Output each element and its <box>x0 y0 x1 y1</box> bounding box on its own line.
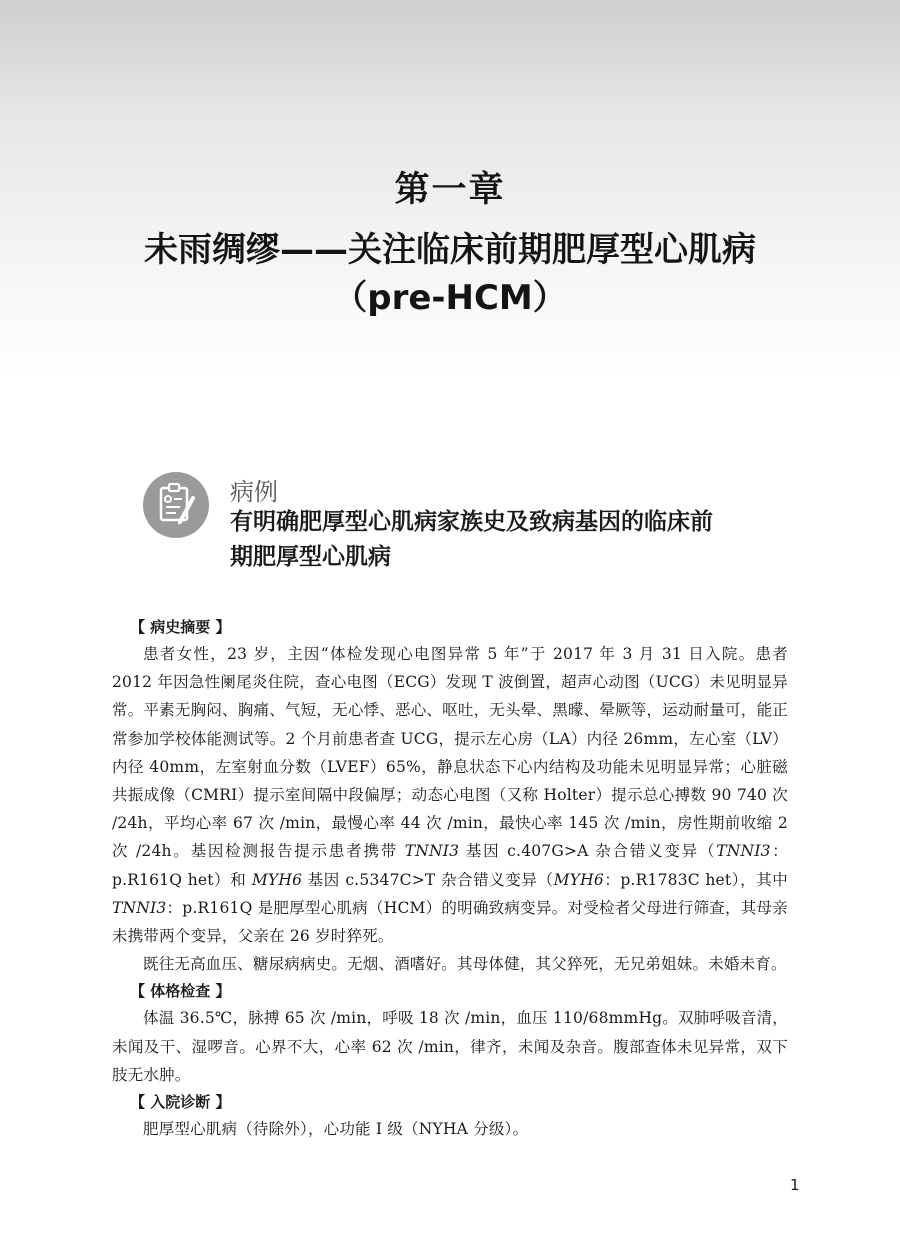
diagnosis-heading: 【 入院诊断 】 <box>130 1093 231 1112</box>
chapter-title-line-1: 未雨绸缪——关注临床前期肥厚型心肌病 <box>144 230 756 270</box>
case-title <box>230 505 820 575</box>
gene-name: MYH6 <box>251 870 303 889</box>
case-label: 病例 <box>230 478 278 506</box>
gene-name: TNNI3 <box>112 898 167 917</box>
history-paragraph-1: 患者女性，23 岁，主因“体检发现心电图异常 5 年”于 2017 年 3 月 31 日入院。患者 2012 年因急性阑尾炎住院，查心电图（ECG）发现 T 波倒置，超声心动图（UCG）未见明显异常。平素无胸闷、胸痛、气短，无心悸、恶心、呕吐，无头晕、黑曚、晕厥等，运动耐量可，能正常参加学校体能测试等。2 个月前患者查 UCG，提示左心房（LA）内径 26mm，左心室（LV）内径 40mm，左室射血分数（LVEF）65%，静息状态下心内结构及功能未见明显异常；心脏磁共振成像（CMRI）提示室间隔中段偏厚；动态心电图（又称 Holter）提示总心搏数 90 740 次 /24h，平均心率 67 次 /min，最慢心率 44 次 /min，最快心率 145 次 /min，房性期前收缩 2 次 /24h。基因检测报告提示患者携带 TNNI3 基因 c.407G>A 杂合错义变异（TNNI3：p.R161Q het）和 MYH6 基因 c.5347C>T 杂合错义变异（MYH6：p.R1783C het），其中 TNNI3：p.R161Q 是肥厚型心肌病（HCM）的明确致病变异。对受检者父母进行筛查，其母亲未携带两个变异，父亲在 26 岁时猝死。 <box>112 645 788 946</box>
case-title-line-2: 期肥厚型心肌病 <box>230 544 391 570</box>
gene-name: TNNI3 <box>404 842 460 861</box>
gene-name: TNNI3 <box>716 842 771 861</box>
history-heading: 【 病史摘要 】 <box>130 618 231 636</box>
exam-paragraph: 体温 36.5℃，脉搏 65 次 /min，呼吸 18 次 /min，血压 110/68mmHg。双肺呼吸音清，未闻及干、湿啰音。心界不大，心率 62 次 /min，律齐，未闻及杂音。腹部查体未见异常，双下肢无水肿。 <box>112 1009 788 1084</box>
chapter-title-line-2: （pre-HCM） <box>333 278 567 318</box>
exam-heading: 【 体格检查 】 <box>130 982 231 1001</box>
case-content <box>112 614 788 1143</box>
case-title-line-1: 有明确肥厚型心肌病家族史及致病基因的临床前 <box>230 509 713 535</box>
diagnosis-paragraph: 肥厚型心肌病（待除外），心功能 Ⅰ 级（NYHA 分级）。 <box>143 1120 529 1139</box>
chapter-title <box>0 226 900 322</box>
clipboard-pen-icon <box>143 472 209 538</box>
history-paragraph-2: 既往无高血压、糖尿病病史。无烟、酒嗜好。其母体健，其父猝死，无兄弟姐妹。未婚未育。 <box>143 955 787 974</box>
gene-name: MYH6 <box>553 870 604 889</box>
chapter-number: 第一章 <box>394 170 506 210</box>
page-number: 1 <box>790 1176 800 1194</box>
